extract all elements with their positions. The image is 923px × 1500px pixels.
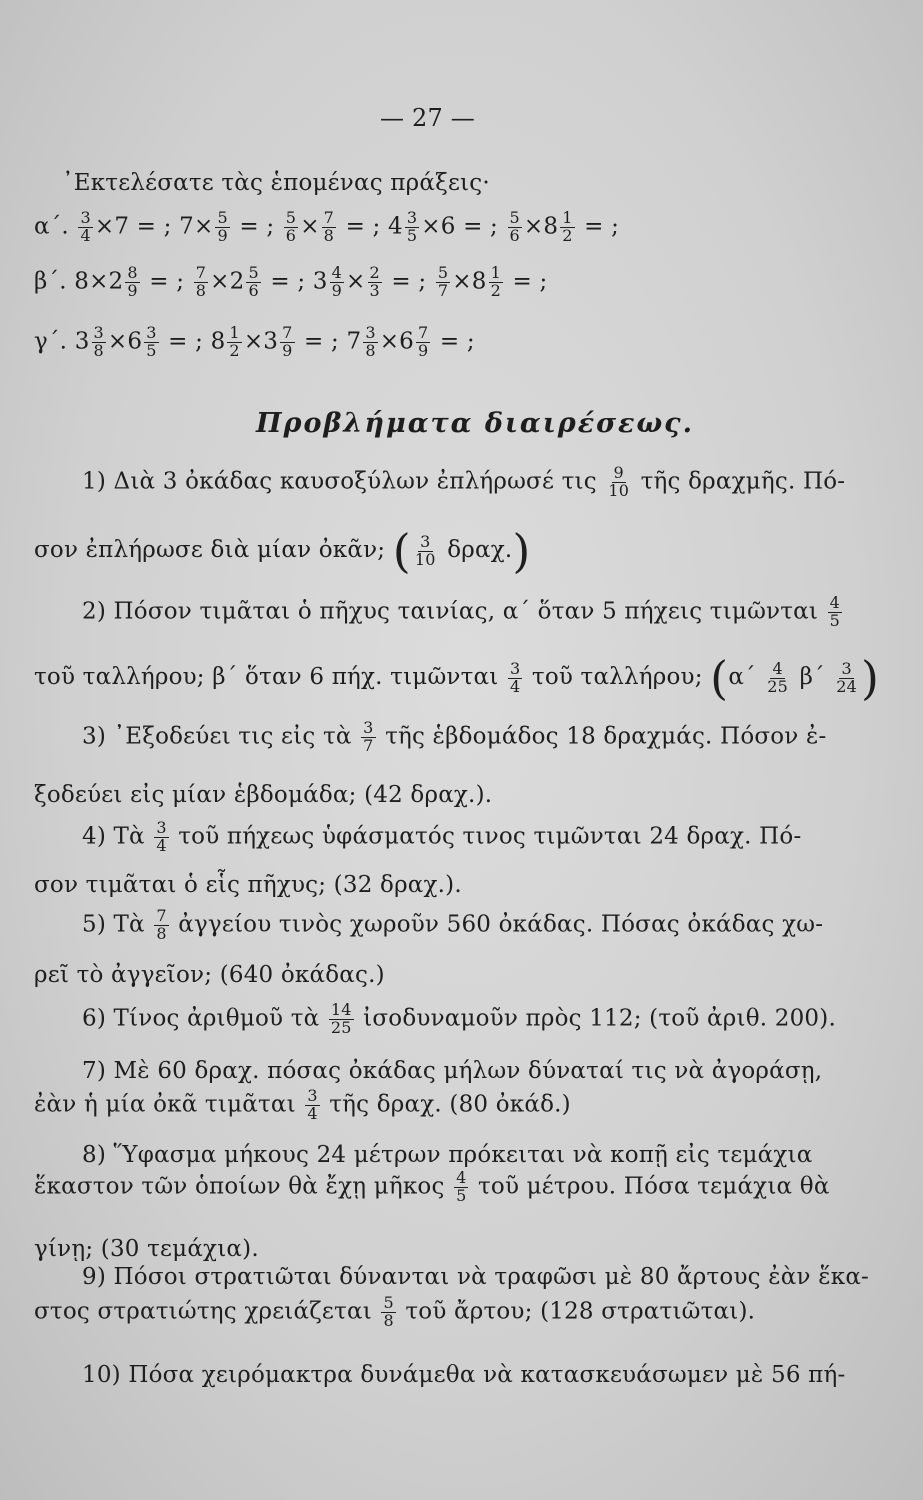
problem-text: 3) ᾿Εξοδεύει τις εἰς τὰ — [82, 723, 352, 750]
row-label: β΄. — [34, 268, 67, 295]
problem-4-line-2: σον τιμᾶται ὁ εἷς πῆχυς; (32 δραχ.). — [34, 872, 462, 898]
problem-text: τοῦ μέτρου. Πόσα τεμάχια θὰ — [477, 1173, 830, 1200]
fraction: $\frac{3}{7}$ — [363, 718, 374, 755]
problem-text: σον ἐπλήρωσε διὰ μίαν ὀκᾶν; — [34, 537, 386, 563]
fraction: $\frac{4}{5}$ — [456, 1168, 467, 1205]
problem-text: τοῦ ταλλήρου; β΄ ὅταν 6 πήχ. τιμῶνται — [34, 664, 499, 690]
section-heading: Προβλήματα διαιρέσεως. — [256, 408, 695, 439]
problem-7-line-1: 7) Μὲ 60 δραχ. πόσας ὀκάδας μήλων δύναταί τις νὰ ἀγοράσῃ, — [82, 1058, 823, 1084]
fraction: $\frac{3}{4}$ — [509, 658, 521, 696]
problem-1-line-2 — [34, 524, 531, 578]
page-number: — 27 — — [380, 104, 475, 132]
fraction: $\frac{7}{8}$ — [323, 208, 335, 245]
problem-8-line-1: 8) Ὕφασμα μήκους 24 μέτρων πρόκειται νὰ κοπῇ εἰς τεμάχια — [82, 1142, 813, 1168]
problem-9-line-1: 9) Πόσοι στρατιῶται δύνανται νὰ τραφῶσι μὲ 80 ἄρτους ἐὰν ἕκα- — [82, 1264, 870, 1290]
expression-text: 8×2 — [74, 268, 124, 295]
problem-text: τῆς δραχ. (80 ὀκάδ.) — [329, 1091, 571, 1118]
fraction: $\frac{7}{9}$ — [282, 323, 293, 360]
problem-2-line-2 — [34, 651, 880, 705]
expression-text: = ; — [432, 328, 475, 355]
problem-text: 2) Πόσον τιμᾶται ὁ πῆχυς ταινίας, α΄ ὅταν 5 πήχεις τιμῶνται — [82, 598, 819, 625]
fraction: $\frac{3}{10}$ — [414, 531, 436, 569]
fraction: $\frac{2}{3}$ — [369, 263, 380, 300]
exercise-row-a — [34, 210, 619, 245]
expression-text: = ; 8 — [160, 328, 226, 355]
expression-text: ×2 — [210, 268, 245, 295]
fraction: $\frac{5}{6}$ — [509, 208, 520, 245]
expression-text: = ; — [141, 268, 192, 295]
problem-5-line-2: ρεῖ τὸ ἀγγεῖον; (640 ὀκάδας.) — [34, 962, 385, 988]
fraction: $\frac{5}{9}$ — [217, 208, 228, 245]
fraction: $\frac{5}{7}$ — [437, 263, 449, 300]
problem-text: τῆς δραχμῆς. Πό- — [640, 468, 846, 495]
exercise-row-c — [34, 325, 475, 360]
expression-text: 3 — [74, 328, 90, 355]
row-label: γ΄. — [34, 328, 68, 355]
expression-text: = ; — [504, 268, 548, 295]
answer: (α΄ $\frac{4}{25}$ β΄ $\frac{3}{24}$ ) — [710, 651, 880, 705]
fraction: $\frac{3}{8}$ — [365, 323, 376, 360]
fraction: $\frac{3}{5}$ — [146, 323, 157, 360]
exercise-instruction: ᾿Εκτελέσατε τὰς ἑπομένας πράξεις· — [62, 170, 490, 196]
problem-1-line-1 — [82, 465, 845, 500]
problem-text: 6) Τίνος ἀριθμοῦ τὰ — [82, 1005, 320, 1032]
problem-4-line-1 — [82, 820, 801, 855]
exercise-row-b — [34, 265, 547, 300]
expression-text: × — [300, 213, 320, 240]
fraction: $\frac{4}{25}$ — [767, 658, 789, 696]
problem-text: 5) Τὰ — [82, 911, 145, 938]
expression-text: = ; 4 — [338, 213, 403, 240]
problem-3-line-1 — [82, 720, 827, 755]
fraction: $\frac{3}{4}$ — [307, 1086, 318, 1123]
problem-9-line-2 — [34, 1295, 755, 1330]
problem-2-line-1 — [82, 595, 844, 630]
problem-8-line-2 — [34, 1170, 830, 1205]
problem-text: τοῦ ταλλήρου; — [531, 664, 703, 690]
fraction: $\frac{5}{6}$ — [285, 208, 297, 245]
fraction: $\frac{1}{2}$ — [490, 263, 501, 300]
problem-6-line-1 — [82, 1002, 836, 1037]
fraction: $\frac{3}{4}$ — [156, 818, 167, 855]
problem-text: τῆς ἑβδομάδος 18 δραχμάς. Πόσον ἐ- — [385, 723, 827, 750]
problem-text: τοῦ πήχεως ὑφάσματός τινος τιμῶνται 24 δραχ. Πό- — [178, 823, 802, 850]
row-label: α΄. — [34, 213, 69, 240]
answer: ( $\frac{3}{10}$ δραχ.) — [392, 524, 531, 578]
fraction: $\frac{1}{2}$ — [229, 323, 240, 360]
fraction: $\frac{14}{25}$ — [330, 1000, 352, 1037]
expression-text: ×6 — [107, 328, 143, 355]
problem-text: ἀγγείου τινὸς χωροῦν 560 ὀκάδας. Πόσας ὀκάδας χω- — [178, 911, 824, 938]
fraction: $\frac{7}{8}$ — [156, 906, 167, 943]
expression-text: × — [346, 268, 366, 295]
expression-text: = ; — [231, 213, 282, 240]
problem-text: ἕκαστον τῶν ὁποίων θὰ ἔχῃ μῆκος — [34, 1173, 445, 1200]
problem-7-line-2 — [34, 1088, 571, 1123]
expression-text: = ; 3 — [262, 268, 328, 295]
problem-3-line-2: ξοδεύει εἰς μίαν ἑβδομάδα; (42 δραχ.). — [34, 782, 493, 808]
fraction: $\frac{8}{9}$ — [127, 263, 138, 300]
problem-text: 4) Τὰ — [82, 823, 145, 850]
fraction: $\frac{9}{10}$ — [608, 463, 630, 500]
expression-text: = ; — [576, 213, 620, 240]
fraction: $\frac{1}{2}$ — [562, 208, 573, 245]
problem-10-line-1: 10) Πόσα χειρόμακτρα δυνάμεθα νὰ κατασκευάσωμεν μὲ 56 πή- — [82, 1362, 846, 1388]
expression-text: ×3 — [243, 328, 279, 355]
expression-text: ×8 — [452, 268, 487, 295]
problem-text: ἰσοδυναμοῦν πρὸς 112; (τοῦ ἀριθ. 200). — [363, 1005, 836, 1032]
fraction: $\frac{3}{8}$ — [93, 323, 104, 360]
fraction: $\frac{7}{9}$ — [418, 323, 429, 360]
fraction: $\frac{3}{24}$ — [836, 658, 858, 696]
fraction: $\frac{7}{8}$ — [195, 263, 207, 300]
expression-text: ×8 — [523, 213, 559, 240]
problem-text: 1) Διὰ 3 ὀκάδας καυσοξύλων ἐπλήρωσέ τις — [82, 468, 597, 495]
expression-text: ×7 = ; 7× — [94, 213, 214, 240]
fraction: $\frac{3}{5}$ — [406, 208, 418, 245]
fraction: $\frac{4}{5}$ — [829, 593, 840, 630]
problem-8-line-3: γίνῃ; (30 τεμάχια). — [34, 1236, 259, 1262]
fraction: $\frac{3}{4}$ — [80, 208, 91, 245]
expression-text: ×6 = ; — [421, 213, 506, 240]
problem-text: ἐὰν ἡ μία ὀκᾶ τιμᾶται — [34, 1091, 296, 1118]
fraction: $\frac{5}{6}$ — [248, 263, 259, 300]
problem-text: στος στρατιώτης χρειάζεται — [34, 1298, 372, 1325]
fraction: $\frac{4}{9}$ — [331, 263, 343, 300]
expression-text: ×6 — [379, 328, 415, 355]
expression-text: = ; — [383, 268, 434, 295]
problem-text: τοῦ ἄρτου; (128 στρατιῶται). — [405, 1298, 756, 1325]
fraction: $\frac{5}{8}$ — [383, 1293, 394, 1330]
problem-5-line-1 — [82, 908, 823, 943]
expression-text: = ; 7 — [296, 328, 362, 355]
